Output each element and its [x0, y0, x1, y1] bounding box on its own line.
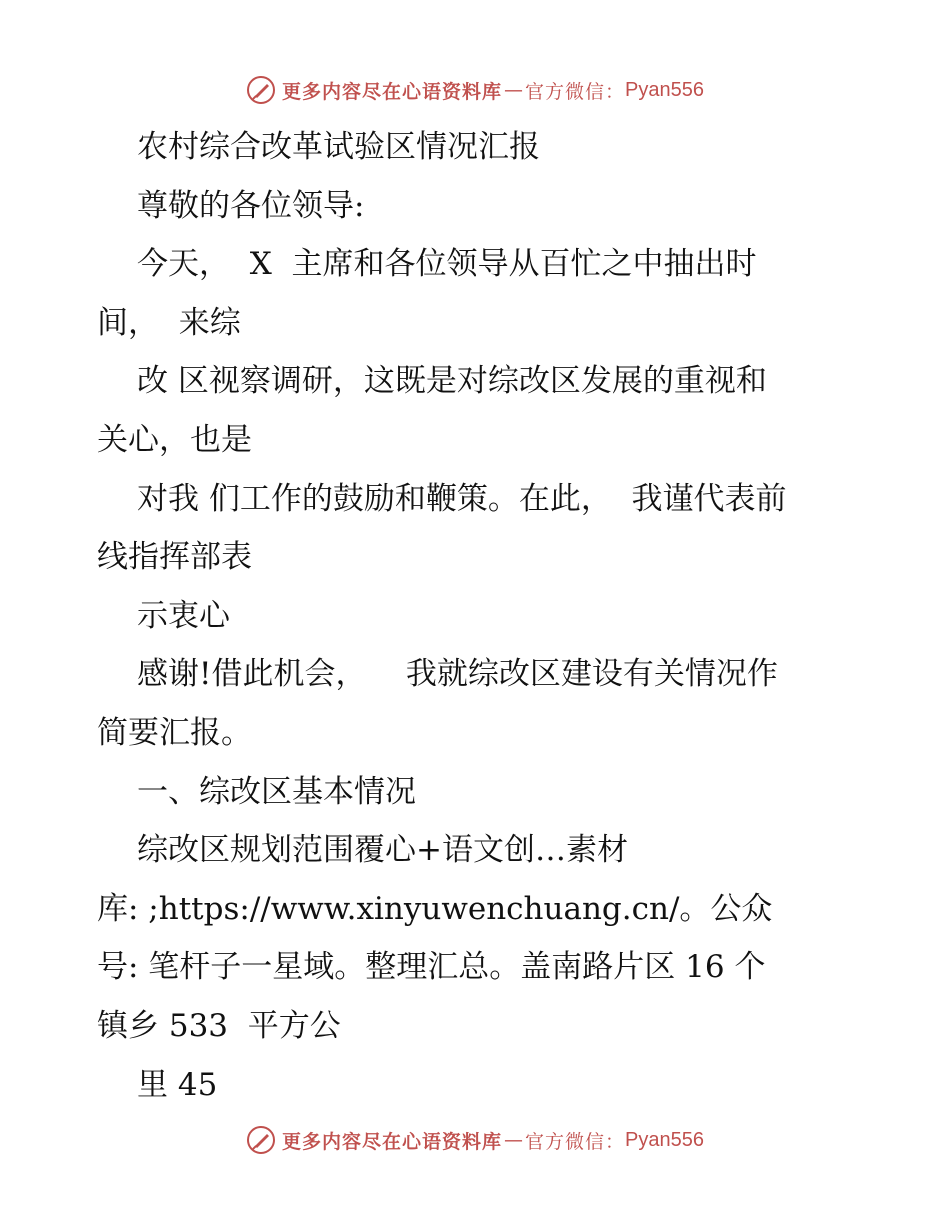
- paragraph-line: 库: ;https://www.xinyuwenchuang.cn/。公众: [97, 890, 773, 927]
- quill-logo-icon: [246, 1125, 276, 1155]
- banner-brand-text: 更多内容尽在心语资料库: [282, 1130, 503, 1153]
- banner-brand-text: 更多内容尽在心语资料库: [282, 80, 503, 103]
- section-heading: 一、综改区基本情况: [137, 773, 416, 810]
- paragraph-line: 对我 们工作的鼓励和鞭策。在此， 我谨代表前: [137, 480, 787, 517]
- paragraph-line: 简要汇报。: [97, 714, 252, 751]
- paragraph-line: 里 45: [137, 1066, 218, 1103]
- paragraph-line: 号: 笔杆子一星域。整理汇总。盖南路片区 16 个: [97, 949, 766, 986]
- paragraph-line: 今天， X 主席和各位领导从百忙之中抽出时: [137, 246, 757, 283]
- paragraph-line: 镇乡 533 平方公: [97, 1007, 341, 1044]
- paragraph-line: 综改区规划范围覆心+语文创…素材: [137, 832, 628, 869]
- paragraph-line: 感谢!借此机会， 我就综改区建设有关情况作: [137, 656, 778, 693]
- quill-logo-icon: [246, 75, 276, 105]
- banner-wechat-label: 官方微信：: [525, 80, 626, 103]
- banner-separator: —: [504, 1129, 524, 1151]
- banner-wechat-id: Pyan556: [625, 78, 704, 101]
- banner-wechat-label: 官方微信：: [525, 1130, 626, 1153]
- paragraph-line: 间， 来综: [97, 304, 241, 341]
- paragraph-line: 改 区视察调研，这既是对综改区发展的重视和: [137, 363, 767, 400]
- header-banner: [0, 70, 950, 110]
- document-title: 农村综合改革试验区情况汇报: [137, 129, 540, 165]
- paragraph-line: 关心，也是: [97, 421, 252, 458]
- paragraph-line: 示衷心: [137, 597, 230, 634]
- salutation: 尊敬的各位领导:: [137, 187, 365, 224]
- banner-wechat-id: Pyan556: [625, 1128, 704, 1151]
- banner-separator: —: [504, 79, 524, 101]
- paragraph-line: 线指挥部表: [97, 539, 252, 576]
- footer-banner: [0, 1120, 950, 1160]
- document-body: [97, 118, 857, 1114]
